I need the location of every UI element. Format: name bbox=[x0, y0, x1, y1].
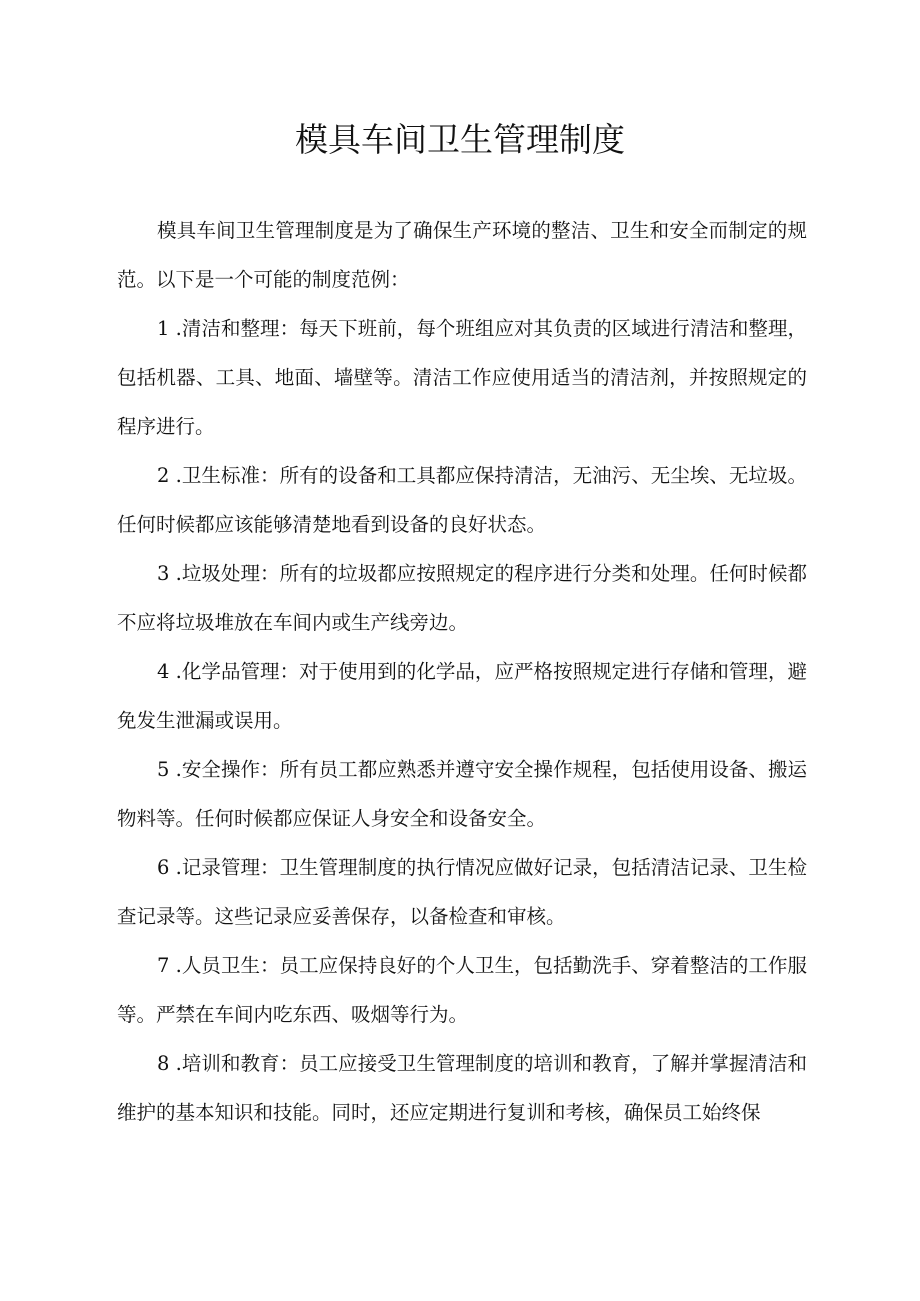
item-number: 5 bbox=[157, 758, 170, 781]
item-text: .人员卫生：员工应保持良好的个人卫生，包括勤洗手、穿着整洁的工作服等。严禁在车间内吃东西、吸烟等行为。 bbox=[117, 954, 807, 1026]
item-text: .卫生标准：所有的设备和工具都应保持清洁，无油污、无尘埃、无垃圾。任何时候都应该能够清楚地看到设备的良好状态。 bbox=[117, 464, 807, 536]
item-number: 3 bbox=[157, 562, 170, 585]
item-number: 7 bbox=[157, 954, 170, 977]
item-number: 4 bbox=[157, 660, 170, 683]
list-item bbox=[117, 745, 807, 843]
list-item bbox=[117, 304, 807, 451]
item-number: 2 bbox=[157, 464, 170, 487]
list-item bbox=[117, 451, 807, 549]
document-body bbox=[117, 206, 807, 1137]
list-item bbox=[117, 647, 807, 745]
item-number: 1 bbox=[157, 317, 170, 340]
list-item bbox=[117, 549, 807, 647]
list-item bbox=[117, 843, 807, 941]
item-text: .培训和教育：员工应接受卫生管理制度的培训和教育，了解并掌握清洁和维护的基本知识和技能。同时，还应定期进行复训和考核，确保员工始终保 bbox=[117, 1052, 807, 1124]
item-number: 8 bbox=[157, 1052, 170, 1075]
item-text: .垃圾处理：所有的垃圾都应按照规定的程序进行分类和处理。任何时候都不应将垃圾堆放在车间内或生产线旁边。 bbox=[117, 562, 807, 634]
list-item bbox=[117, 1039, 807, 1137]
item-text: .化学品管理：对于使用到的化学品，应严格按照规定进行存储和管理，避免发生泄漏或误用。 bbox=[117, 660, 807, 732]
item-text: .记录管理：卫生管理制度的执行情况应做好记录，包括清洁记录、卫生检查记录等。这些记录应妥善保存，以备检查和审核。 bbox=[117, 856, 807, 928]
item-text: .安全操作：所有员工都应熟悉并遵守安全操作规程，包括使用设备、搬运物料等。任何时候都应保证人身安全和设备安全。 bbox=[117, 758, 807, 830]
intro-paragraph: 模具车间卫生管理制度是为了确保生产环境的整洁、卫生和安全而制定的规范。以下是一个可能的制度范例： bbox=[117, 219, 807, 291]
item-text: .清洁和整理：每天下班前，每个班组应对其负责的区域进行清洁和整理，包括机器、工具、地面、墙壁等。清洁工作应使用适当的清洁剂，并按照规定的程序进行。 bbox=[117, 317, 807, 438]
item-number: 6 bbox=[157, 856, 170, 879]
list-item bbox=[117, 941, 807, 1039]
document-title: 模具车间卫生管理制度 bbox=[295, 120, 625, 159]
